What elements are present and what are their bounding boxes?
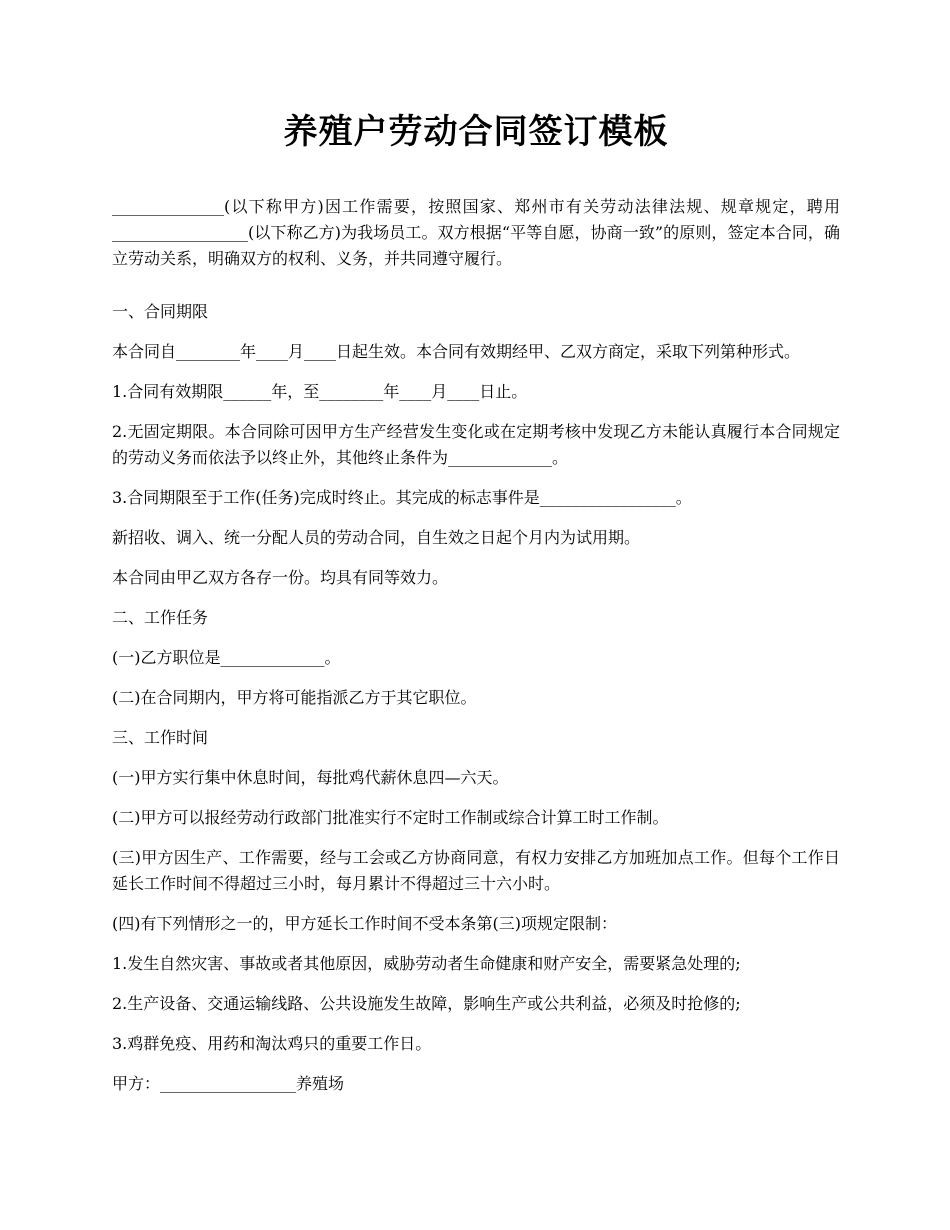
contract-effective-paragraph: 本合同自________年____月____日起生效。本合同有效期经甲、乙双方商定，采取下列第种形式。 [112,342,801,361]
term-option-fixed: 1.合同有效期限______年，至________年____月____日止。 [112,382,528,401]
party-a-signature-line: 甲方：_________________养殖场 [112,1074,345,1093]
probation-paragraph: 新招收、调入、统一分配人员的劳动合同，自生效之日起个月内为试用期。 [112,528,641,547]
intro-paragraph: ______________(以下称甲方)因工作需要，按照国家、郑州市有关劳动法律法规、规章规定，聘用_________________(以下称乙方)为我场员工。双方根据“平等自愿，协商一致”的原则，签定本合同，确立劳动关系，明确双方的权利、义务，并共同遵守履行。 [112,197,840,268]
position-paragraph: (一)乙方职位是_____________。 [112,648,341,667]
reassignment-paragraph: (二)在合同期内，甲方将可能指派乙方于其它职位。 [112,688,477,707]
term-option-task-based: 3.合同期限至于工作(任务)完成时终止。其完成的标志事件是_________________。 [112,488,692,507]
overtime-paragraph: (三)甲方因生产、工作需要，经与工会或乙方协商同意，有权力安排乙方加班加点工作。但每个工作日延长工作时间不得超过三小时，每月累计不得超过三十六小时。 [112,848,840,893]
overtime-exceptions-paragraph: (四)有下列情形之一的，甲方延长工作时间不受本条第(三)项规定限制： [112,914,617,933]
document-page [112,108,840,1111]
exception-item-flock-care: 3.鸡群免疫、用药和淘汰鸡只的重要工作日。 [112,1034,432,1053]
rest-time-paragraph: (一)甲方实行集中休息时间，每批鸡代薪休息四—六天。 [112,768,509,787]
copies-paragraph: 本合同由甲乙双方各存一份。均具有同等效力。 [112,568,449,587]
section-heading-working-hours: 三、工作时间 [112,728,209,747]
section-heading-work-tasks: 二、工作任务 [112,608,209,627]
document-title: 养殖户劳动合同签订模板 [283,112,669,152]
exception-item-disaster: 1.发生自然灾害、事故或者其他原因，威胁劳动者生命健康和财产安全，需要紧急处理的; [112,954,741,973]
flexible-hours-paragraph: (二)甲方可以报经劳动行政部门批准实行不定时工作制或综合计算工时工作制。 [112,808,669,827]
term-option-open-ended: 2.无固定期限。本合同除可因甲方生产经营发生变化或在定期考核中发现乙方未能认真履行本合同规定的劳动义务而依法予以终止外，其他终止条件为_____________。 [112,422,840,467]
exception-item-equipment: 2.生产设备、交通运输线路、公共设施发生故障，影响生产或公共利益，必须及时抢修的; [112,994,741,1013]
section-heading-contract-term: 一、合同期限 [112,302,209,321]
